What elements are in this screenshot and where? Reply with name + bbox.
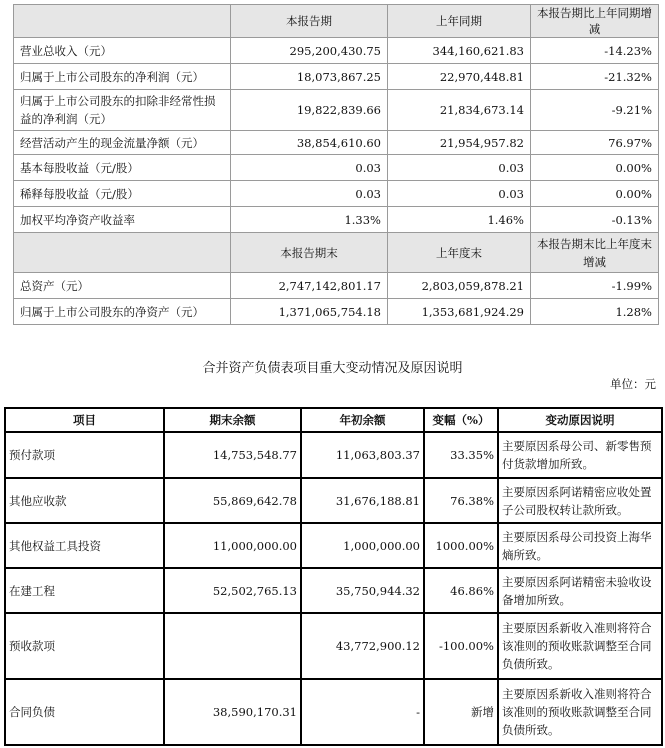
table1-header-cell xyxy=(14,233,231,273)
item-name: 预付款项 xyxy=(5,432,164,478)
row-label: 总资产（元） xyxy=(14,273,231,299)
change-percent: 46.86% xyxy=(424,568,498,613)
item-name: 在建工程 xyxy=(5,568,164,613)
table1-header-cell: 本报告期 xyxy=(231,5,388,38)
table1-header-row xyxy=(14,5,659,38)
prior-value: 0.03 xyxy=(388,155,531,181)
current-value: 1.33% xyxy=(231,207,388,233)
row-label: 基本每股收益（元/股） xyxy=(14,155,231,181)
change-percent: 33.35% xyxy=(424,432,498,478)
prior-value: 21,954,957.82 xyxy=(388,131,531,155)
opening-balance: 35,750,944.32 xyxy=(301,568,424,613)
change-reason: 主要原因系新收入准则将符合该准则的预收账款调整至合同负债所致。 xyxy=(498,613,662,679)
opening-balance: 31,676,188.81 xyxy=(301,478,424,523)
current-value: 0.03 xyxy=(231,181,388,207)
table2-row xyxy=(5,679,662,745)
table1-row xyxy=(14,90,659,131)
table1-header-cell: 本报告期末比上年度末增减 xyxy=(531,233,659,273)
change-value: -21.32% xyxy=(531,64,659,90)
table1-subheader-row xyxy=(14,233,659,273)
section-caption: 合并资产负债表项目重大变动情况及原因说明 xyxy=(202,361,463,376)
table2-header-cell: 变动原因说明 xyxy=(498,408,662,432)
current-value: 295,200,430.75 xyxy=(231,38,388,64)
table1-header-cell: 上年度末 xyxy=(388,233,531,273)
change-reason: 主要原因系阿诺精密应收处置子公司股权转让款所致。 xyxy=(498,478,662,523)
table2-header-row xyxy=(5,408,662,432)
change-value: -0.13% xyxy=(531,207,659,233)
ending-balance: 11,000,000.00 xyxy=(164,523,301,568)
prior-value: 2,803,059,878.21 xyxy=(388,273,531,299)
table1-row xyxy=(14,299,659,325)
row-label: 经营活动产生的现金流量净额（元） xyxy=(14,131,231,155)
change-value: -9.21% xyxy=(531,90,659,131)
item-name: 合同负债 xyxy=(5,679,164,745)
change-value: 0.00% xyxy=(531,181,659,207)
change-value: 76.97% xyxy=(531,131,659,155)
table1-header-cell xyxy=(14,5,231,38)
change-percent: 76.38% xyxy=(424,478,498,523)
table1-header-cell: 本报告期比上年同期增减 xyxy=(531,5,659,38)
table2-row xyxy=(5,478,662,523)
prior-value: 22,970,448.81 xyxy=(388,64,531,90)
change-reason: 主要原因系母公司、新零售预付货款增加所致。 xyxy=(498,432,662,478)
table2-header-cell: 项目 xyxy=(5,408,164,432)
ending-balance: 55,869,642.78 xyxy=(164,478,301,523)
key-financials-table xyxy=(13,4,659,325)
change-reason: 主要原因系新收入准则将符合该准则的预收账款调整至合同负债所致。 xyxy=(498,679,662,745)
table1-row xyxy=(14,38,659,64)
table1-row xyxy=(14,207,659,233)
table1-header-cell: 上年同期 xyxy=(388,5,531,38)
row-label: 归属于上市公司股东的净利润（元） xyxy=(14,64,231,90)
balance-sheet-changes-table xyxy=(4,407,663,746)
current-value: 0.03 xyxy=(231,155,388,181)
ending-balance: 14,753,548.77 xyxy=(164,432,301,478)
table1-header-cell: 本报告期末 xyxy=(231,233,388,273)
ending-balance: 52,502,765.13 xyxy=(164,568,301,613)
change-value: -1.99% xyxy=(531,273,659,299)
item-name: 其他权益工具投资 xyxy=(5,523,164,568)
table2-row xyxy=(5,432,662,478)
change-percent: -100.00% xyxy=(424,613,498,679)
table1-row xyxy=(14,64,659,90)
change-percent: 新增 xyxy=(424,679,498,745)
change-value: 0.00% xyxy=(531,155,659,181)
change-reason: 主要原因系母公司投资上海华熵所致。 xyxy=(498,523,662,568)
change-percent: 1000.00% xyxy=(424,523,498,568)
prior-value: 1,353,681,924.29 xyxy=(388,299,531,325)
table1-row xyxy=(14,131,659,155)
current-value: 1,371,065,754.18 xyxy=(231,299,388,325)
item-name: 其他应收款 xyxy=(5,478,164,523)
row-label: 归属于上市公司股东的扣除非经常性损益的净利润（元） xyxy=(14,90,231,131)
table2-header-cell: 变幅（%） xyxy=(424,408,498,432)
change-reason: 主要原因系阿诺精密未验收设备增加所致。 xyxy=(498,568,662,613)
table2-row xyxy=(5,568,662,613)
change-value: -14.23% xyxy=(531,38,659,64)
opening-balance: 43,772,900.12 xyxy=(301,613,424,679)
table2-header-cell: 年初余额 xyxy=(301,408,424,432)
row-label: 营业总收入（元） xyxy=(14,38,231,64)
current-value: 18,073,867.25 xyxy=(231,64,388,90)
ending-balance: 38,590,170.31 xyxy=(164,679,301,745)
prior-value: 1.46% xyxy=(388,207,531,233)
row-label: 归属于上市公司股东的净资产（元） xyxy=(14,299,231,325)
current-value: 38,854,610.60 xyxy=(231,131,388,155)
table2-row xyxy=(5,613,662,679)
current-value: 19,822,839.66 xyxy=(231,90,388,131)
change-value: 1.28% xyxy=(531,299,659,325)
table2-header-cell: 期末余额 xyxy=(164,408,301,432)
ending-balance xyxy=(164,613,301,679)
table1-row xyxy=(14,273,659,299)
row-label: 加权平均净资产收益率 xyxy=(14,207,231,233)
table1-row xyxy=(14,181,659,207)
opening-balance: 1,000,000.00 xyxy=(301,523,424,568)
item-name: 预收款项 xyxy=(5,613,164,679)
unit-label: 单位：元 xyxy=(610,377,656,391)
prior-value: 0.03 xyxy=(388,181,531,207)
prior-value: 344,160,621.83 xyxy=(388,38,531,64)
current-value: 2,747,142,801.17 xyxy=(231,273,388,299)
table2-row xyxy=(5,523,662,568)
row-label: 稀释每股收益（元/股） xyxy=(14,181,231,207)
opening-balance: - xyxy=(301,679,424,745)
opening-balance: 11,063,803.37 xyxy=(301,432,424,478)
prior-value: 21,834,673.14 xyxy=(388,90,531,131)
table1-row xyxy=(14,155,659,181)
